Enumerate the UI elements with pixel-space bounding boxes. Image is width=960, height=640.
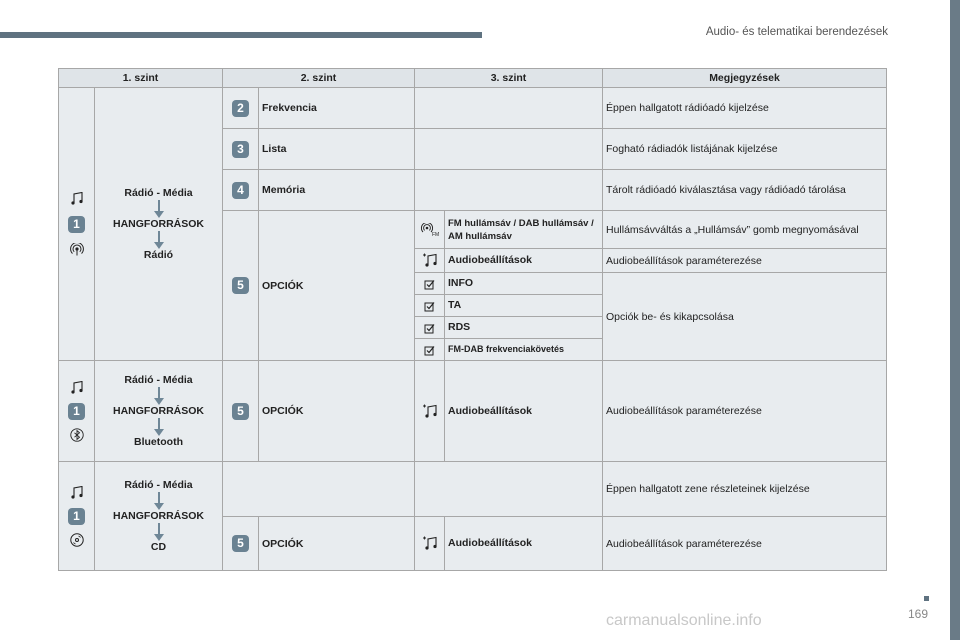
level3-icon-cell [415,211,445,249]
radio-icon [70,243,84,257]
level2-label: Frekvencia [259,88,415,129]
level2-badge: 5 [232,535,249,552]
note-cell: Audiobeállítások paraméterezése [603,517,887,571]
level3-icon-cell [415,249,445,273]
level3-label: INFO [445,273,603,295]
note-cell: Hullámsávváltás a „Hullámsáv” gomb megnyomásával [603,211,887,249]
level1-badge: 1 [68,403,85,420]
level2-badge: 4 [232,182,249,199]
path-item: Bluetooth [134,435,183,448]
cd-icon [70,533,84,547]
table-row [59,462,887,517]
path-item: Rádió - Média [124,373,193,386]
level3-icon-cell [415,517,445,571]
level3-label: TA [445,295,603,317]
level1-badge: 1 [68,216,85,233]
level3-icon-cell [415,339,445,361]
fm-icon [420,223,440,237]
page-edge-bar [950,0,960,640]
level2-empty [223,462,415,517]
svg-text:FM: FM [431,231,439,237]
audio-settings-icon [422,404,438,419]
watermark: carmanualsonline.info [606,612,762,629]
level3-empty [415,462,603,517]
level3-empty [415,170,603,211]
badge-cell [223,517,259,571]
path-item: Rádió - Média [124,186,193,199]
section-title: Audio- és telematikai berendezések [705,26,888,38]
note-cell: Éppen hallgatott zene részleteinek kijelzése [603,462,887,517]
path-item: HANGFORRÁSOK [113,509,204,522]
level3-empty [415,88,603,129]
level2-label: OPCIÓK [259,517,415,571]
checkbox-icon [424,300,436,312]
level2-label: OPCIÓK [259,361,415,462]
music-note-icon [70,381,84,395]
level3-icon-cell [415,295,445,317]
level2-label: Memória [259,170,415,211]
level1-icons-cell [59,88,95,361]
audio-settings-icon [422,536,438,551]
path-item: HANGFORRÁSOK [113,217,204,230]
level2-badge: 2 [232,100,249,117]
note-cell: Opciók be- és kikapcsolása [603,273,887,361]
badge-cell [223,361,259,462]
badge-cell [223,170,259,211]
checkbox-icon [424,278,436,290]
footer-marker [924,596,929,601]
level3-label: RDS [445,317,603,339]
music-note-icon [70,486,84,500]
path-item: Rádió - Média [124,478,193,491]
arrow-down-icon [154,492,164,510]
table-header-row [59,69,887,88]
column-header-notes: Megjegyzések [603,69,887,88]
arrow-down-icon [154,523,164,541]
level2-badge: 3 [232,141,249,158]
level3-icon-cell [415,361,445,462]
level2-badge: 5 [232,403,249,420]
level2-label: Lista [259,129,415,170]
level1-icons-cell [59,361,95,462]
arrow-down-icon [154,387,164,405]
note-cell: Fogható rádiadók listájának kijelzése [603,129,887,170]
level2-badge: 5 [232,277,249,294]
audio-settings-icon [422,253,438,268]
header-bar [0,32,482,38]
arrow-down-icon [154,200,164,218]
note-cell: Éppen hallgatott rádióadó kijelzése [603,88,887,129]
music-note-icon [70,192,84,206]
checkbox-icon [424,344,436,356]
path-item: CD [150,540,167,553]
path-item: HANGFORRÁSOK [113,404,204,417]
arrow-down-icon [154,231,164,249]
column-header-level3: 3. szint [415,69,603,88]
level3-label: FM hullámsáv / DAB hullámsáv / AM hullámsáv [445,211,603,249]
menu-table [58,68,887,571]
level3-label: FM-DAB frekvenciakövetés [445,339,603,361]
table-row [59,361,887,462]
column-header-level1: 1. szint [59,69,223,88]
level3-icon-cell [415,273,445,295]
checkbox-icon [424,322,436,334]
path-item: Rádió [143,248,174,261]
level3-label: Audiobeállítások [445,249,603,273]
arrow-down-icon [154,418,164,436]
table-row [59,88,887,129]
level1-path-cell [95,361,223,462]
level3-icon-cell [415,317,445,339]
level3-label: Audiobeállítások [445,517,603,571]
level3-label: Audiobeállítások [445,361,603,462]
badge-cell [223,129,259,170]
level1-path-cell [95,462,223,571]
level3-empty [415,129,603,170]
level2-label: OPCIÓK [259,211,415,361]
column-header-level2: 2. szint [223,69,415,88]
page-number: 169 [908,607,929,621]
badge-cell [223,88,259,129]
note-cell: Audiobeállítások paraméterezése [603,361,887,462]
level1-badge: 1 [68,508,85,525]
bluetooth-icon [70,428,84,442]
note-cell: Tárolt rádióadó kiválasztása vagy rádióadó tárolása [603,170,887,211]
note-cell: Audiobeállítások paraméterezése [603,249,887,273]
level1-path-cell [95,88,223,361]
badge-cell [223,211,259,361]
level1-icons-cell [59,462,95,571]
